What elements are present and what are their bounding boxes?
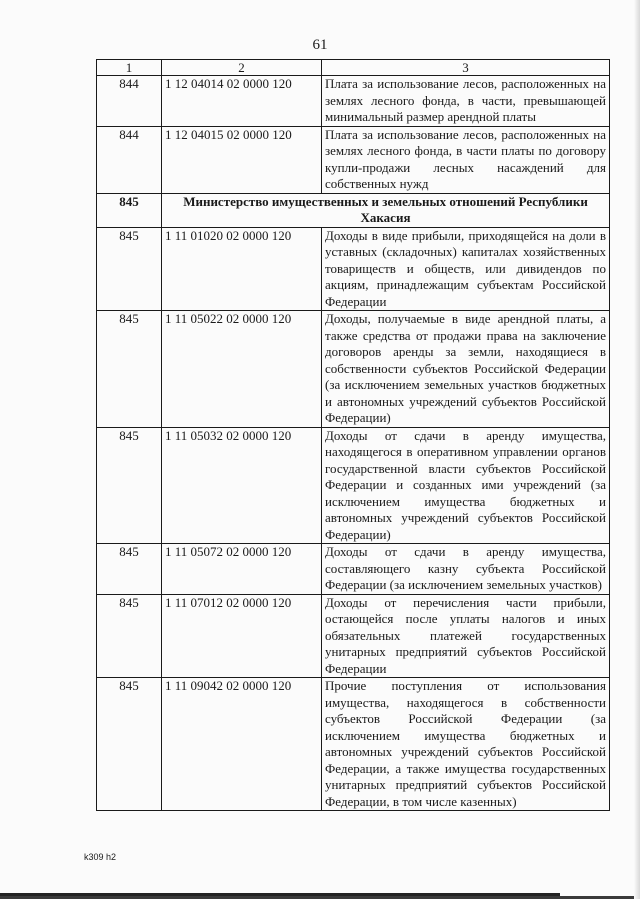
page-number: 61 [312,37,328,53]
admin-code-cell: 845 [97,594,162,678]
revenue-description-cell: Доходы от сдачи в аренду имущества, находящегося в оперативном управлении органов государственной власти субъектов Российской Федерации и созданных ими учреждений (за исключением имущества бюджетных и автономных учреждений субъектов Российской Федерации) [322,427,610,544]
revenue-description-cell: Доходы от перечисления части прибыли, остающейся после уплаты налогов и иных обязательных платежей государственных унитарных предприятий субъектов Российской Федерации [322,594,610,678]
admin-code-cell: 844 [97,126,162,193]
column-header: 3 [322,60,610,76]
revenue-description-cell: Доходы от сдачи в аренду имущества, составляющего казну субъекта Российской Федерации (за исключением земельных участков) [322,544,610,595]
table-row [97,427,610,544]
table-row [97,678,610,811]
revenue-code-cell: 1 12 04014 02 0000 120 [162,76,322,127]
ministry-name-cell: Министерство имущественных и земельных отношений Республики Хакасия [162,193,610,227]
revenue-code-cell: 1 11 09042 02 0000 120 [162,678,322,811]
revenue-description-cell: Доходы в виде прибыли, приходящейся на доли в уставных (складочных) капиталах хозяйственных товариществ и обществ, или дивидендов по акциям, принадлежащим субъектам Российской Федерации [322,227,610,311]
column-header: 2 [162,60,322,76]
revenue-code-cell: 1 12 04015 02 0000 120 [162,126,322,193]
table-row [97,594,610,678]
table-header-row [97,60,610,76]
table-row [97,227,610,311]
admin-code-cell: 844 [97,76,162,127]
ministry-header-row [97,193,610,227]
revenue-description-cell: Плата за использование лесов, расположенных на землях лесного фонда, в части платы по договору купли-продажи лесных насаждений для собственных нужд [322,126,610,193]
admin-code-cell: 845 [97,193,162,227]
revenue-description-cell: Плата за использование лесов, расположенных на землях лесного фонда, в части, превышающей минимальный размер арендной платы [322,76,610,127]
revenue-code-cell: 1 11 05032 02 0000 120 [162,427,322,544]
admin-code-cell: 845 [97,678,162,811]
revenue-code-cell: 1 11 01020 02 0000 120 [162,227,322,311]
admin-code-cell: 845 [97,544,162,595]
revenue-code-cell: 1 11 07012 02 0000 120 [162,594,322,678]
revenue-code-cell: 1 11 05072 02 0000 120 [162,544,322,595]
revenue-description-cell: Доходы, получаемые в виде арендной платы, а также средства от продажи права на заключение договоров аренды за земли, находящиеся в собственности субъектов Российской Федерации (за исключением земельных участков бюджетных и автономных учреждений субъектов Российской Федерации) [322,311,610,428]
scan-edge-shadow [634,0,640,899]
admin-code-cell: 845 [97,227,162,311]
column-header: 1 [97,60,162,76]
admin-code-cell: 845 [97,311,162,428]
revenue-codes-table [96,59,610,811]
revenue-code-cell: 1 11 05022 02 0000 120 [162,311,322,428]
admin-code-cell: 845 [97,427,162,544]
document-footer-code: k309 h2 [84,852,117,862]
table-row [97,126,610,193]
table-row [97,544,610,595]
table-row [97,76,610,127]
revenue-description-cell: Прочие поступления от использования имущества, находящегося в собственности субъектов Российской Федерации (за исключением имущества бюджетных и автономных учреждений субъектов Российской Федерации, а также имущества государственных унитарных предприятий субъектов Российской Федерации, в том числе казенных) [322,678,610,811]
table-row [97,311,610,428]
